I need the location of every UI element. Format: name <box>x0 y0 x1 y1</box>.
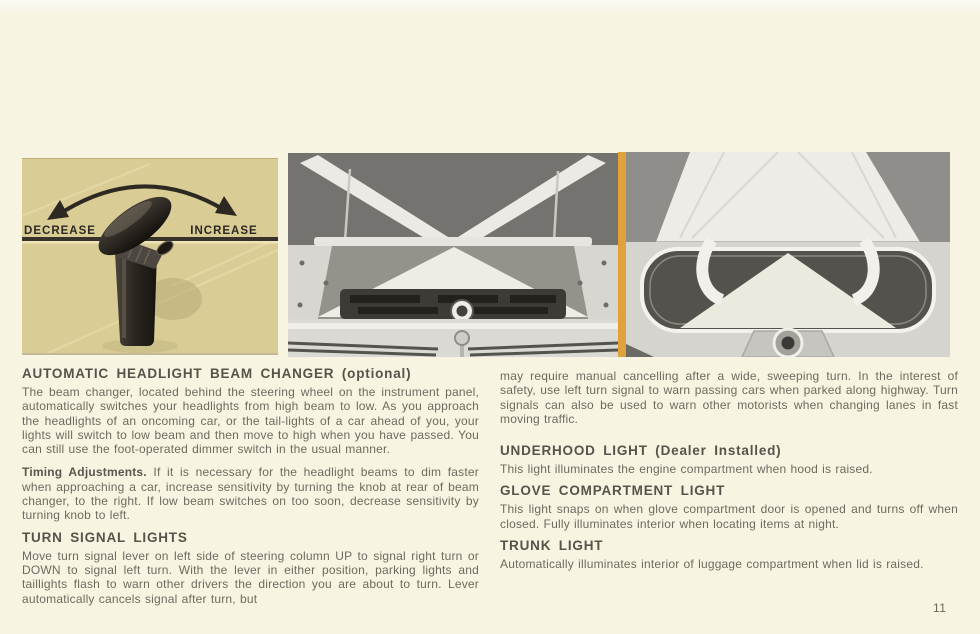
heading-glove-compartment-light: GLOVE COMPARTMENT LIGHT <box>500 483 726 499</box>
open-trunk-illustration <box>626 152 950 357</box>
raised-trunk-lid <box>656 152 920 242</box>
steering-column-rod <box>22 237 278 244</box>
trunk-light-paragraph: Automatically illuminates interior of luggage compartment when lid is raised. <box>500 557 924 572</box>
right-text-column <box>500 366 958 580</box>
increase-label: INCREASE <box>190 225 258 237</box>
open-hood-illustration <box>288 153 618 357</box>
page-number: 11 <box>933 601 947 615</box>
underhood-light-photo <box>288 153 618 357</box>
timing-adjustments-paragraph <box>22 465 479 522</box>
heading-underhood-light: UNDERHOOD LIGHT (Dealer Installed) <box>500 443 782 459</box>
sensitivity-knob <box>90 186 181 346</box>
grille-emblem <box>455 331 469 345</box>
garage-wall <box>288 153 618 245</box>
beam-changer-paragraph: The beam changer, located behind the steering wheel on the instrument panel, automatically switches your headlights from high beam to low. As you approach the headlights of an oncoming car, or the tail-lights of a car ahead of you, your lights will switch to low beam and then move to high when you have passed. You can still use the foot-operated dimmer switch in the usual manner. <box>22 385 479 457</box>
trunk-lock-emblem <box>742 329 834 357</box>
air-cleaner-emblem <box>451 300 473 322</box>
cowl-bar <box>314 237 592 246</box>
fascia-highlight <box>288 323 618 329</box>
timing-adjustments-lead: Timing Adjustments. <box>22 465 147 480</box>
timing-adjustments-text: If it is necessary for the headlight beams to dim faster when approaching a car, increase sensitivity by turning the knob at rear of beam changer, to the right. If low beam switches on too soon, decrease sensitivity by turning knob to left. <box>22 465 479 523</box>
heading-trunk-light: TRUNK LIGHT <box>500 538 604 554</box>
turn-signal-paragraph: Move turn signal lever on left side of steering column UP to signal right turn or DOWN to signal left turn. With the lever in either position, parking lights and taillights flash to warn other drivers the direction you are about to turn. Lever automatically cancels signal after turn, but <box>22 548 479 606</box>
decrease-label: DECREASE <box>24 225 96 237</box>
trunk-light-photo <box>626 152 950 357</box>
photo-divider-accent <box>618 152 626 357</box>
beam-changer-knob-illustration <box>22 158 278 353</box>
beam-changer-knob-figure <box>22 158 278 353</box>
glove-compartment-paragraph: This light snaps on when glove compartment door is opened and turns off when closed. Fully illuminates interior when locating items at night. <box>500 502 958 531</box>
heading-turn-signal-lights: TURN SIGNAL LIGHTS <box>22 529 188 545</box>
underhood-light-paragraph: This light illuminates the engine compartment when hood is raised. <box>500 462 873 477</box>
left-text-column <box>22 366 479 615</box>
turn-signal-continuation-paragraph: may require manual cancelling after a wide, sweeping turn. In the interest of safety, use left turn signal to warn passing cars when parked along highway. Turn signals can also be used to warn other motorists when changing lanes in fast moving traffic. <box>500 369 958 426</box>
heading-automatic-headlight-beam-changer: AUTOMATIC HEADLIGHT BEAM CHANGER (optional) <box>22 366 412 381</box>
